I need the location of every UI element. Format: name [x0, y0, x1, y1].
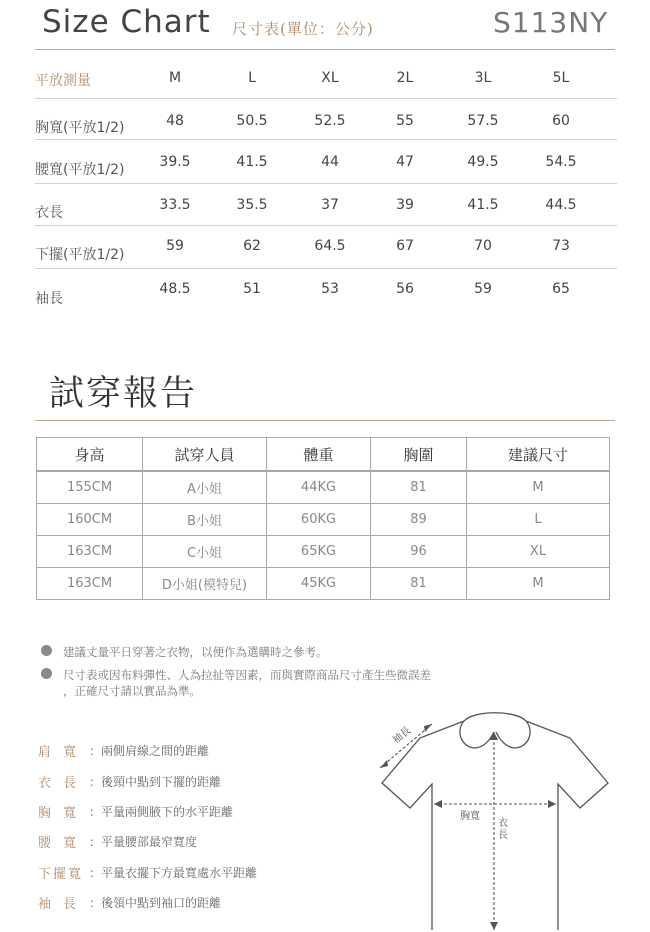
table-cell: 73	[552, 238, 570, 254]
table-cell: 65KG	[267, 536, 371, 568]
row-divider	[35, 183, 617, 184]
table-cell: 60	[552, 113, 570, 129]
table-header-row	[37, 438, 610, 472]
table-row	[37, 504, 610, 536]
table-cell: 81	[371, 471, 467, 504]
table-row	[37, 471, 610, 504]
def-label-sleeve: 袖長	[38, 897, 89, 912]
table-cell: A小姐	[143, 471, 267, 504]
table-cell: M	[467, 471, 610, 504]
tryon-table	[36, 437, 610, 600]
size-col-2l: 2L	[396, 70, 414, 86]
chest-arrow	[434, 800, 556, 808]
def-label-waist: 腰寬	[38, 836, 89, 851]
table-cell: 81	[371, 568, 467, 600]
size-col-5l: 5L	[552, 70, 570, 86]
table-cell: 59	[474, 281, 492, 297]
table-cell: 47	[396, 154, 414, 170]
table-cell: 62	[243, 238, 261, 254]
def-text-hem: ：平量衣擺下方最寬處水平距離	[89, 866, 258, 880]
row-label-length: 衣長	[35, 205, 63, 221]
table-cell: 59	[166, 238, 184, 254]
table-cell: 45KG	[267, 568, 371, 600]
row-divider	[35, 268, 617, 269]
def-label-chest: 胸寬	[38, 806, 89, 821]
row-divider	[35, 98, 617, 99]
def-label-length: 衣長	[38, 776, 89, 791]
tryon-title: 試穿報告	[49, 374, 198, 414]
row-divider	[35, 225, 617, 226]
table-cell: 44KG	[267, 471, 371, 504]
table-cell: 53	[321, 281, 339, 297]
def-label-shoulder: 肩寬	[38, 745, 89, 760]
def-text-length: ：後頸中點到下擺的距離	[89, 775, 222, 789]
table-cell: 163CM	[37, 536, 143, 568]
table-cell: 64.5	[314, 238, 346, 254]
table-cell: 33.5	[159, 197, 191, 213]
table-cell: 35.5	[236, 197, 268, 213]
sleeve-label: 袖長	[390, 725, 414, 747]
table-cell: 160CM	[37, 504, 143, 536]
table-cell: M	[467, 568, 610, 600]
length-label-2: 長	[498, 830, 508, 841]
table-cell: 56	[396, 281, 414, 297]
def-text-chest: ：平量兩側腋下的水平距離	[89, 805, 234, 819]
length-label-1: 衣	[498, 818, 508, 829]
bullet-icon	[41, 668, 52, 679]
table-cell: 65	[552, 281, 570, 297]
table-cell: 41.5	[467, 197, 499, 213]
tryon-divider	[35, 420, 615, 421]
table-cell: 54.5	[545, 154, 577, 170]
row-label-chest: 胸寬(平放1/2)	[35, 120, 125, 136]
table-cell: 163CM	[37, 568, 143, 600]
table-cell: 51	[243, 281, 261, 297]
table-cell: 50.5	[236, 113, 268, 129]
shirt-outline	[382, 713, 608, 930]
def-text-sleeve: ：後領中點到袖口的距離	[89, 896, 222, 910]
table-cell: 39	[396, 197, 414, 213]
table-cell: 48	[166, 113, 184, 129]
def-text-shoulder: ：兩側肩線之間的距離	[89, 744, 210, 758]
table-cell: 57.5	[467, 113, 499, 129]
table-cell: 44	[321, 154, 339, 170]
table-cell: 96	[371, 536, 467, 568]
def-label-hem: 下擺寬	[38, 867, 84, 882]
product-code: S113NY	[493, 6, 609, 39]
table-cell: 155CM	[37, 471, 143, 504]
table-cell: 89	[371, 504, 467, 536]
size-col-l: L	[248, 70, 256, 86]
row-divider	[35, 139, 617, 140]
table-cell: 48.5	[159, 281, 191, 297]
def-text-waist: ：平量腰部最窄寬度	[89, 835, 198, 849]
table-row	[37, 536, 610, 568]
col-header-bust: 胸圍	[371, 438, 467, 472]
table-cell: 49.5	[467, 154, 499, 170]
table-cell: 52.5	[314, 113, 346, 129]
table-cell: 44.5	[545, 197, 577, 213]
shirt-diagram	[370, 708, 620, 932]
row-label-sleeve: 袖長	[35, 291, 63, 307]
table-cell: 67	[396, 238, 414, 254]
size-col-xl: XL	[321, 70, 339, 86]
table-cell: D小姐(模特兒)	[143, 568, 267, 600]
size-table-label-header: 平放測量	[35, 73, 91, 89]
row-label-hem: 下擺(平放1/2)	[35, 247, 125, 263]
bullet-icon	[41, 645, 52, 656]
row-label-waist: 腰寬(平放1/2)	[35, 162, 125, 178]
size-col-m: M	[168, 70, 182, 86]
table-cell: L	[467, 504, 610, 536]
table-cell: XL	[467, 536, 610, 568]
col-header-weight: 體重	[267, 438, 371, 472]
table-cell: 41.5	[236, 154, 268, 170]
unit-subtitle: 尺寸表(單位：公分)	[232, 20, 374, 38]
note-2: 尺寸表或因布料彈性、人為拉扯等因素，而與實際商品尺寸產生些微誤差	[63, 668, 431, 682]
table-cell: 60KG	[267, 504, 371, 536]
col-header-person: 試穿人員	[143, 438, 267, 472]
header-divider	[35, 49, 615, 50]
table-cell: 37	[321, 197, 339, 213]
note-1: 建議丈量平日穿著之衣物，以便作為選購時之參考。	[63, 645, 328, 659]
table-cell: C小姐	[143, 536, 267, 568]
length-arrow	[490, 732, 498, 930]
col-header-height: 身高	[37, 438, 143, 472]
table-cell: 39.5	[159, 154, 191, 170]
table-cell: B小姐	[143, 504, 267, 536]
size-col-3l: 3L	[474, 70, 492, 86]
table-row	[37, 568, 610, 600]
table-cell: 70	[474, 238, 492, 254]
page-title: Size Chart	[42, 4, 211, 40]
note-2-cont: ，正確尺寸請以實品為準。	[63, 684, 201, 698]
chest-label: 胸寬	[460, 811, 480, 822]
table-cell: 55	[396, 113, 414, 129]
col-header-suggested: 建議尺寸	[467, 438, 610, 472]
